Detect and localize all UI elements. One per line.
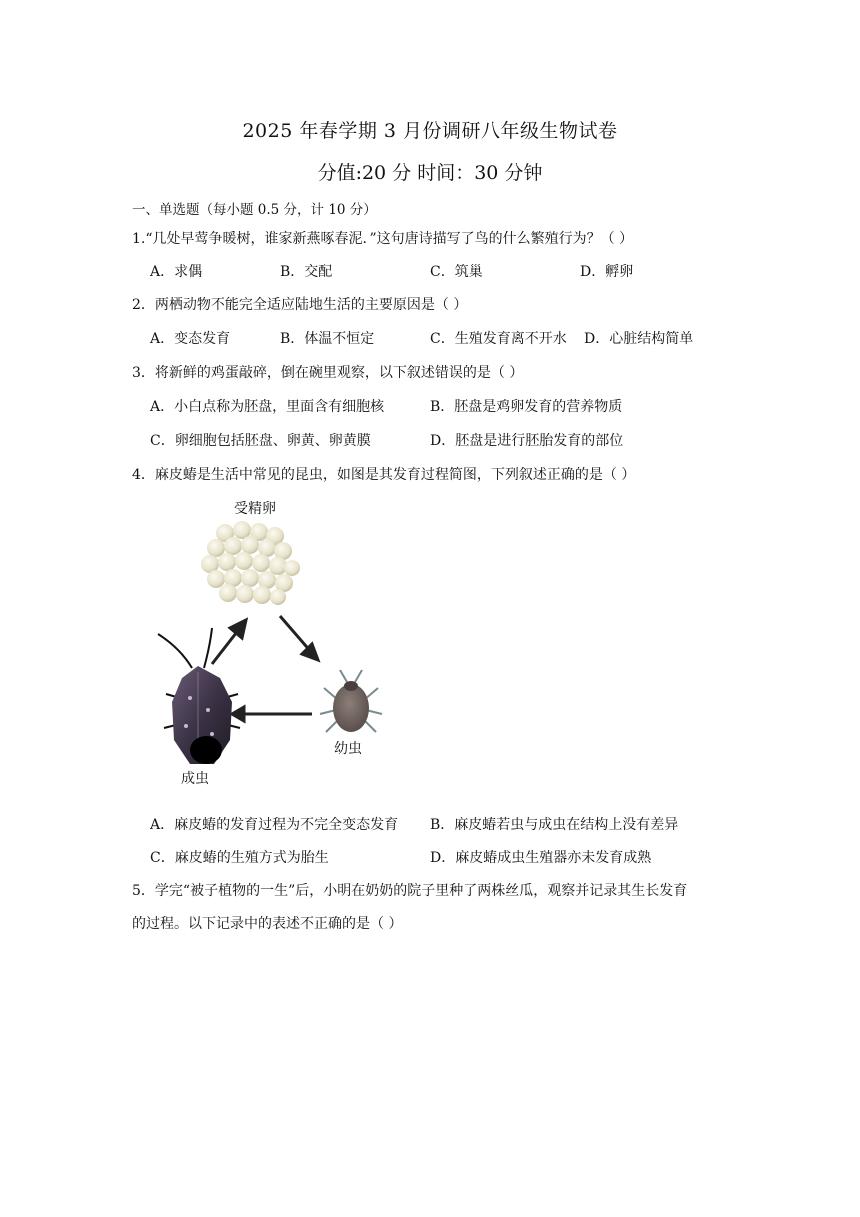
question-3-option-a: A．小白点称为胚盘，里面含有细胞核 [150, 399, 385, 415]
egg-cluster-image [201, 521, 300, 605]
question-3-option-d: D．胚盘是进行胚胎发育的部位 [430, 433, 624, 449]
lifecycle-diagram [140, 488, 410, 798]
question-3-stem: 3．将新鲜的鸡蛋敲碎，倒在碗里观察，以下叙述错误的是（ ） [132, 365, 524, 381]
page-subtitle: 分值:20 分 时间：30 分钟 [317, 162, 543, 184]
question-5-stem-line2: 的过程。以下记录中的表述不正确的是（ ） [132, 916, 403, 932]
question-5-stem-line1: 5．学完“被子植物的一生”后，小明在奶奶的院子里种了两株丝瓜，观察并记录其生长发育 [132, 883, 688, 899]
question-4-stem: 4．麻皮蝽是生活中常见的昆虫，如图是其发育过程简图，下列叙述正确的是（ ） [132, 467, 636, 483]
stinkbug-lifecycle-figure [140, 488, 410, 798]
page-title: 2025 年春学期 3 月份调研八年级生物试卷 [242, 120, 618, 142]
adult-image [158, 628, 240, 764]
question-1-option-b: B．交配 [280, 264, 333, 280]
arrow-egg-to-nymph [280, 616, 318, 660]
question-2-option-a: A．变态发育 [150, 331, 231, 347]
question-1-option-a: A．求偶 [150, 264, 203, 280]
question-2-stem: 2．两栖动物不能完全适应陆地生活的主要原因是（ ） [132, 297, 468, 313]
question-2-option-c: C．生殖发育离不开水 [430, 331, 567, 347]
question-4-option-b: B．麻皮蝽若虫与成虫在结构上没有差异 [430, 817, 679, 833]
adult-label: 成虫 [181, 771, 209, 787]
nymph-image [320, 670, 382, 732]
egg-label: 受精卵 [234, 501, 276, 517]
question-1-option-d: D．孵卵 [580, 264, 634, 280]
question-1-option-c: C．筑巢 [430, 264, 483, 280]
section-heading: 一、单选题（每小题 0.5 分，计 10 分） [132, 202, 377, 218]
arrow-nymph-to-adult [232, 707, 312, 721]
question-4-option-a: A．麻皮蝽的发育过程为不完全变态发育 [150, 817, 399, 833]
arrow-adult-to-egg [212, 620, 246, 664]
question-2-option-b: B．体温不恒定 [280, 331, 375, 347]
question-2-option-d: D．心脏结构简单 [584, 331, 694, 347]
question-1-stem: 1.“几处早莺争暖树，谁家新燕啄春泥．”这句唐诗描写了鸟的什么繁殖行为？（ ） [132, 231, 634, 247]
question-3-option-c: C．卵细胞包括胚盘、卵黄、卵黄膜 [150, 433, 371, 449]
nymph-label: 幼虫 [334, 741, 362, 757]
question-4-option-d: D．麻皮蝽成虫生殖器亦未发育成熟 [430, 850, 652, 866]
question-3-option-b: B．胚盘是鸡卵发育的营养物质 [430, 399, 623, 415]
question-4-option-c: C．麻皮蝽的生殖方式为胎生 [150, 850, 329, 866]
